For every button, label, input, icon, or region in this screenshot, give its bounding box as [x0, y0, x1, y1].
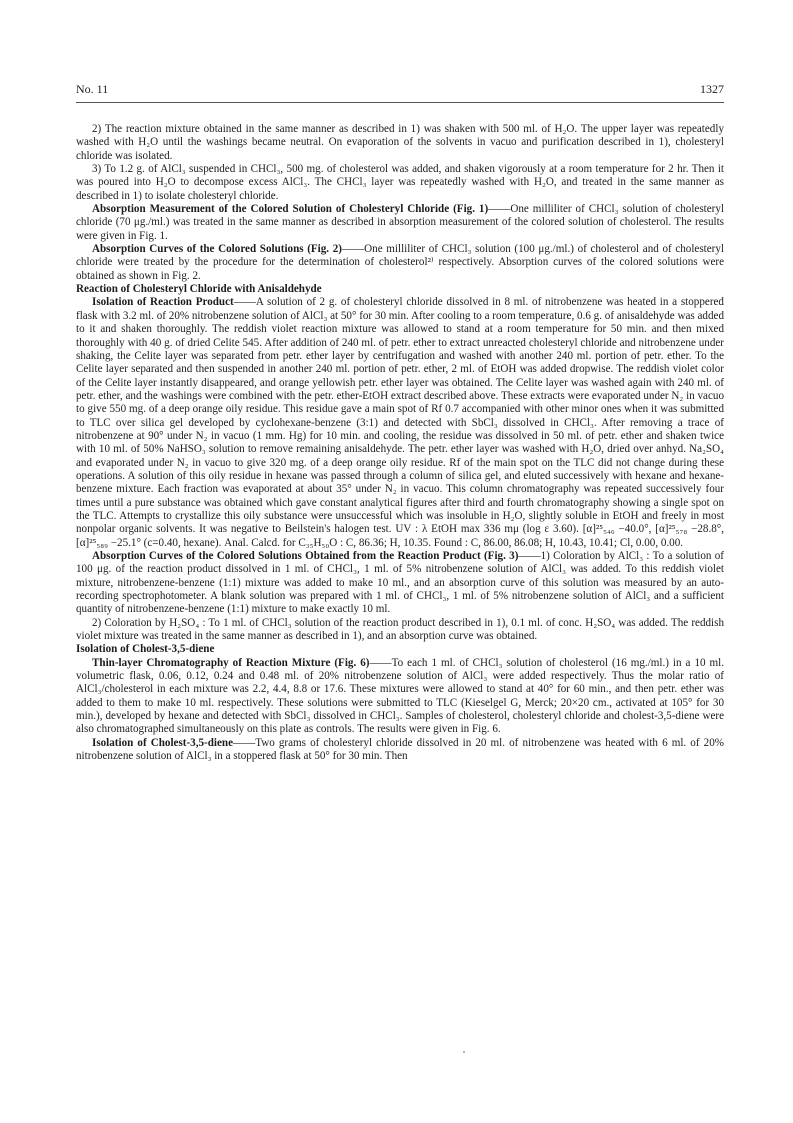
article-body: [76, 123, 724, 764]
scan-dot: [463, 1051, 465, 1053]
paragraph-isolation-reaction-product: [76, 296, 724, 550]
page: [76, 82, 724, 763]
paragraph-text: ——1) Coloration by AlCl₃ : To a solution of 100 μg. of the reaction product dissolved in 1 ml. of CHCl₃, 1 ml. of 5% nitrobenzene solution of AlCl₃ was added. To this reddish violet mixture, nitrobenzene-benzene (1:1) mixture was added to make 10 ml., and an absorption curve of this solution was measured by an auto-recording spectrophotometer. A blank solution was prepared with 1 ml. of CHCl₃, 1 ml. of 5% nitrobenzene solution of AlCl₃ and a sufficient quantity of nitrobenzene-benzene (1:1) mixture to make exactly 10 ml.: [76, 550, 724, 616]
paragraph-text: ——One milliliter of CHCl₃ solution of cholesteryl chloride (70 μg./ml.) was treated in the same manner as described in absorption measurement of the colored solution of cholesterol. The results were given in Fig. 1.: [76, 203, 724, 242]
run-in-heading: Isolation of Reaction Product: [92, 296, 234, 309]
section-heading-anisaldehyde: Reaction of Cholesteryl Chloride with Anisaldehyde: [76, 283, 322, 296]
paragraph-isolation-cholestadiene: [76, 737, 724, 764]
paragraph-text: ——A solution of 2 g. of cholesteryl chloride dissolved in 8 ml. of nitrobenzene was heated in a stoppered flask with 3.2 ml. of 20% nitrobenzene solution of AlCl₃ at 50° for 30 min. After cooling to a room temperature, 0.6 g. of anisaldehyde was added to it and shaken thoroughly. The reddish violet reaction mixture was allowed to stand at a room temperature for 50 min. and then mixed thoroughly with 40 g. of dried Celite 545. After addition of 240 ml. of petr. ether to extract unreacted cholesteryl chloride and nitrobenzene under shaking, the Celite layer was separated from petr. ether layer by centrifugation and washed with another 240 ml. portion of petr. ether. To the Celite layer separated and then suspended in another 240 ml. portion of petr. ether, 2 ml. of EtOH was added dropwise. The reddish violet color of the Celite layer instantly disappeared, and orange yellowish petr. ether layer was obtained. The Celite layer was washed again with 240 ml. of petr. ether, and the washings were combined with the petr. ether-EtOH extract described above. These extracts were evaporated under N₂ in vacuo to give 550 mg. of a deep orange oily residue. This residue gave a main spot of Rf 0.7 accompanied with other minor ones when it was submitted to TLC over silica gel developed by cyclohexane-benzene (3:1) and detected with SbCl₃ dissolved in CHCl₃. After removing a trace of nitrobenzene at 90° under N₂ in vacuo (1 mm. Hg) for 10 min. and cooling, the residue was dissolved in 50 ml. of petr. ether and shaken twice with 10 ml. of 50% NaHSO₃ solution to remove remaining anisaldehyde. The petr. ether layer was washed with H₂O, dried over anhyd. Na₂SO₄ and evaporated under N₂ in vacuo to give 320 mg. of a deep orange oily residue. Rf of the main spot on the TLC did not change during these operations. A solution of this oily residue in hexane was passed through a column of silica gel, and eluted successively with hexane and hexane-benzene mixture. Each fraction was evaporated at about 35° under N₂ in vacuo. This column chromatography was repeated successively four times until a pure substance was obtained which gave constant analytical figures after third and fourth chromatography showing a single spot on the TLC. Attempts to crystallize this oily substance were unsuccessful which was insoluble in H₂O, slightly soluble in EtOH and freely in most nonpolar organic solvents. It was negative to Beilstein's halogen test. UV : λ EtOH max 336 mμ (log ε 3.60). [α]²⁵₅₄₆ −40.0°, [α]²⁵₅₇₈ −28.8°, [α]²⁵₅₈₉ −25.1° (c=0.40, hexane). Anal. Calcd. for C₃₅H₅₀O : C, 86.36; H, 10.35. Found : C, 86.00, 86.08; H, 10.43, 10.41; Cl, 0.00, 0.00.: [76, 296, 724, 549]
paragraph-text: ——Two grams of cholesteryl chloride dissolved in 20 ml. of nitrobenzene was heated with 6 ml. of 20% nitrobenzene solution of AlCl₃ in a stoppered flask at 50° for 30 min. Then: [76, 736, 724, 763]
run-in-heading: Thin-layer Chromatography of Reaction Mixture (Fig. 6): [92, 656, 370, 669]
paragraph-text: 2) Coloration by H₂SO₄ : To 1 ml. of CHCl₃ solution of the reaction product described in 1), 0.1 ml. of conc. H₂SO₄ was added. The reddish violet mixture was treated in the same manner as described in 1), and an absorption curve was obtained.: [76, 616, 724, 643]
paragraph-text: 2) The reaction mixture obtained in the same manner as described in 1) was shaken with 500 ml. of H₂O. The upper layer was repeatedly washed with H₂O until the washings became neutral. On evaporation of the solvents in vacuo and purification described in 1), cholesteryl chloride was isolated.: [76, 123, 724, 162]
paragraph-absorption-measurement: [76, 203, 724, 243]
header-rule: [76, 102, 724, 103]
section-heading-cholestadiene: Isolation of Cholest-3,5-diene: [76, 643, 215, 656]
run-in-heading: Absorption Curves of the Colored Solutions (Fig. 2): [92, 243, 342, 256]
page-number: 1327: [700, 82, 724, 96]
paragraph-procedure-2: [76, 123, 724, 163]
running-header: [76, 82, 724, 100]
paragraph-absorption-reaction-product: [76, 550, 724, 617]
journal-issue: No. 11: [76, 82, 109, 96]
run-in-heading: Absorption Curves of the Colored Solutions Obtained from the Reaction Product (Fig. 3): [92, 550, 519, 562]
paragraph-text: ——One milliliter of CHCl₃ solution (100 μg./ml.) of cholesterol and of cholesteryl chloride were treated by the procedure for the determination of cholesterol²⁾ respectively. Absorption curves of the colored solutions were obtained as shown in Fig. 2.: [76, 243, 724, 282]
run-in-heading: Absorption Measurement of the Colored Solution of Cholesteryl Chloride (Fig. 1): [92, 203, 489, 216]
paragraph-absorption-curves: [76, 243, 724, 283]
run-in-heading: Isolation of Cholest-3,5-diene: [92, 736, 234, 749]
paragraph-procedure-3: [76, 163, 724, 203]
paragraph-text: ——To each 1 ml. of CHCl₃ solution of cholesterol (16 mg./ml.) in a 10 ml. volumetric flask, 0.06, 0.12, 0.24 and 0.48 ml. of 20% nitrobenzene solution of AlCl₃ were added respectively. Thus the molar ratio of AlCl₃/cholesterol in each mixture was 2.2, 4.4, 8.8 or 17.6. These mixtures were allowed to stand at 40° for 60 min., and then petr. ether was added to them to make 10 ml. respectively. These solutions were submitted to TLC (Kieselgel G, Merck; 20×20 cm., activated at 105° for 30 min.), developed by hexane and detected with SbCl₃ dissolved in CHCl₃. Samples of cholesterol, cholesteryl chloride and cholest-3,5-diene were also chromatographed simultaneously on this plate as controls. The results were given in Fig. 6.: [76, 656, 724, 736]
paragraph-text: 3) To 1.2 g. of AlCl₃ suspended in CHCl₃, 500 mg. of cholesterol was added, and shaken vigorously at a room temperature for 2 hr. Then it was poured into H₂O to decompose excess AlCl₃. The CHCl₃ layer was repeatedly washed with H₂O, and treated in the same manner as described in 1) to isolate cholesteryl chloride.: [76, 163, 724, 202]
paragraph-coloration-h2so4: [76, 617, 724, 644]
paragraph-tlc: [76, 657, 724, 737]
